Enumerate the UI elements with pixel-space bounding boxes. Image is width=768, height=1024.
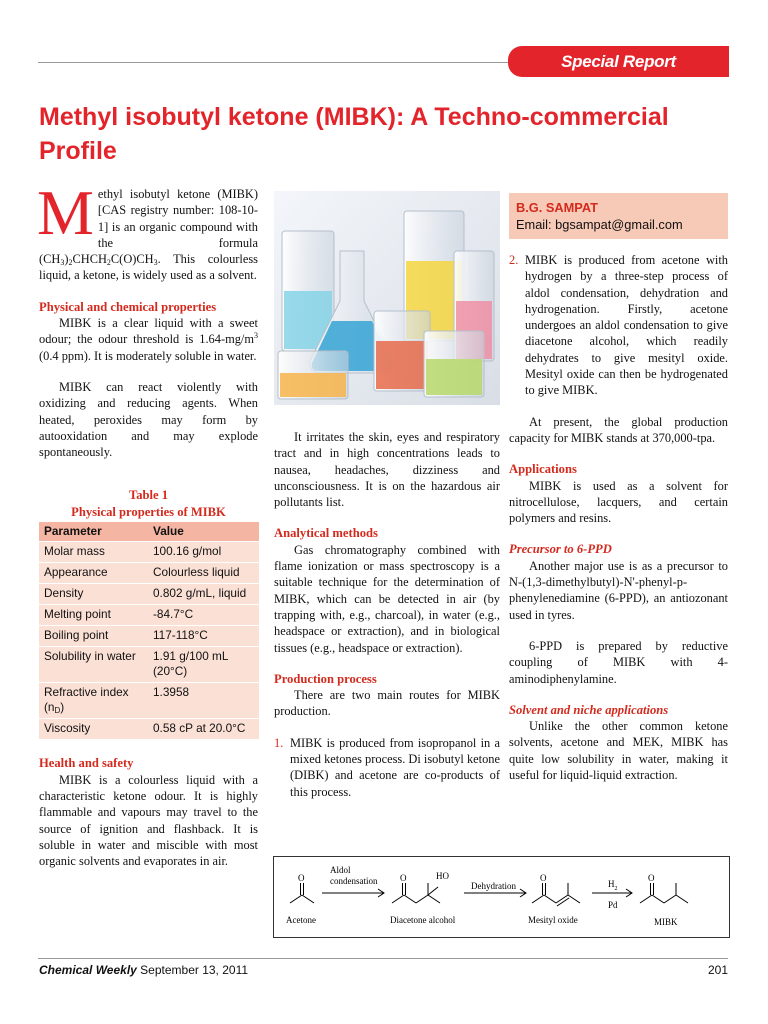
page-number: 201 [707,963,728,977]
table-row: Density 0.802 g/mL, liquid [39,584,259,605]
intro-paragraph: Methyl isobutyl ketone (MIBK) [CAS registry number: 108-10-1] is an organic compound with the formula $(CH_3)_2CHCH_2C(O)CH_3$. This colourless liquid, a ketone, is widely used as a solvent. [37,177,258,283]
table-header-value: Value [148,522,259,542]
table-row: Viscosity 0.58 cP at 20.0°C [39,719,259,740]
applications-paragraph: MIBK is used as a solvent for nitrocellulose, lacquers, and certain polymers and resins. [509,478,728,526]
table-row: Melting point -84.7°C [39,605,259,626]
health-paragraph-1: MIBK is a colourless liquid with a characteristic ketone odour. It is highly flammable and vapours may travel to the source of ignition and flashback. It is soluble in water and miscible with most organic solvents and evaporates in air. [39,772,258,869]
list-number: 1. [274,735,284,750]
oxygen-label: O [648,873,655,883]
heading-solvent: Solvent and niche applications [509,702,669,717]
oxygen-label: O [298,873,305,883]
properties-table [39,522,259,740]
reaction-scheme [273,856,730,938]
table-caption-number: Table 1 [128,488,169,503]
label-diacetone-alcohol: Diacetone alcohol [390,915,456,925]
solvent-paragraph: Unlike the other common ketone solvents, acetone and MEK, MIBK has quite low solubility in water, making it useful for liquid-liquid extraction. [509,719,728,783]
table-row: Appearance Colourless liquid [39,563,259,584]
table-row: Solubility in water 1.91 g/100 mL (20°C) [39,647,259,683]
precursor-paragraph-2: 6-PPD is prepared by reductive coupling of MIBK with 4-aminodiphenylamine. [509,638,728,686]
label-palladium: Pd [608,900,618,910]
list-text: MIBK is produced from acetone with hydrogen by a three-step process of aldol condensation, dehydration and hydrogenation. Firstly, acetone undergoes an aldol condensation to give diacetone alcohol, which readily dehydrates to give mesityl oxide. Mesityl oxide can then be hydrogenated to give MIBK. [525,253,728,398]
author-box [509,193,728,239]
heading-precursor: Precursor to 6-PPD [509,542,612,557]
magazine-name: Chemical Weekly [39,963,137,977]
heading-applications: Applications [509,462,577,477]
label-dehydration: Dehydration [471,881,516,891]
physical-paragraph-2: MIBK can react violently with oxidizing and reducing agents. When heated, peroxides may form by autooxidation and may explode spontaneously. [39,379,258,460]
heading-physical: Physical and chemical properties [39,299,217,314]
oxygen-label: O [540,873,547,883]
heading-health: Health and safety [39,756,134,771]
author-email: Email: bgsampat@gmail.com [516,217,683,232]
glassware-photo [274,191,500,405]
label-ho: HO [436,871,449,881]
label-hydrogen: $H_2$ [608,879,618,892]
list-number: 2. [509,253,519,267]
page-footer [39,963,728,977]
table-row: Molar mass 100.16 g/mol [39,542,259,563]
drop-cap: M [37,177,94,248]
author-name: B.G. SAMPAT [516,200,598,215]
list-item [509,252,728,399]
oxygen-label: O [400,873,407,883]
heading-production: Production process [274,671,377,686]
label-mesityl-oxide: Mesityl oxide [528,915,578,925]
list-text: MIBK is produced from isopropanol in a mixed ketones process. Di isobutyl ketone (DIBK) and acetone are co-products of this process. [290,735,500,799]
issue-date: September 13, 2011 [140,963,249,977]
precursor-paragraph-1: Another major use is as a precursor to N-(1,3-dimethylbutyl)-N'-phenyl-p-phenylenediamine (6-PPD), an antiozonant used in tyres. [509,558,728,622]
global-capacity-paragraph: At present, the global production capacity for MIBK stands at 370,000-tpa. [509,414,728,445]
label-condensation: condensation [330,876,378,886]
label-aldol: Aldol [330,865,351,875]
column-3 [509,193,728,783]
heading-analytical: Analytical methods [274,526,378,541]
article-title: Methyl isobutyl ketone (MIBK): A Techno-commercial Profile [39,103,669,165]
section-badge: Special Report [508,46,729,77]
column-2 [274,191,500,800]
physical-paragraph-1: MIBK is a clear liquid with a sweet odour; the odour threshold is $1.64-mg/m^3$ (0.4 ppm). It is moderately soluble in water. [39,316,258,363]
header-rule [38,62,508,63]
label-mibk: MIBK [654,917,678,927]
footer-rule [38,958,728,959]
list-item [274,735,500,800]
table-row: Refractive index $(n_D)$ 1.3958 [39,683,259,719]
table-row: Boiling point 117-118°C [39,626,259,647]
table-header-row [39,522,259,542]
production-intro: There are two main routes for MIBK production. [274,688,500,719]
health-paragraph-2: It irritates the skin, eyes and respiratory tract and in high concentrations leads to nausea, headaches, dizziness and unconsciousness. It is on the hazardous air pollutants list. [274,430,500,510]
table-header-param: Parameter [39,522,148,542]
column-1 [37,177,258,870]
label-acetone: Acetone [286,915,316,925]
analytical-paragraph: Gas chromatography combined with flame ionization or mass spectroscopy is a suitable technique for the determination of MIBK, which can be detected in air (by trapping with, e.g., charcoal), in water (e.g., headspace or extraction), and in biological tissues (e.g., headspace or extraction). [274,542,500,655]
table-caption-title: Physical properties of MIBK [71,505,226,520]
